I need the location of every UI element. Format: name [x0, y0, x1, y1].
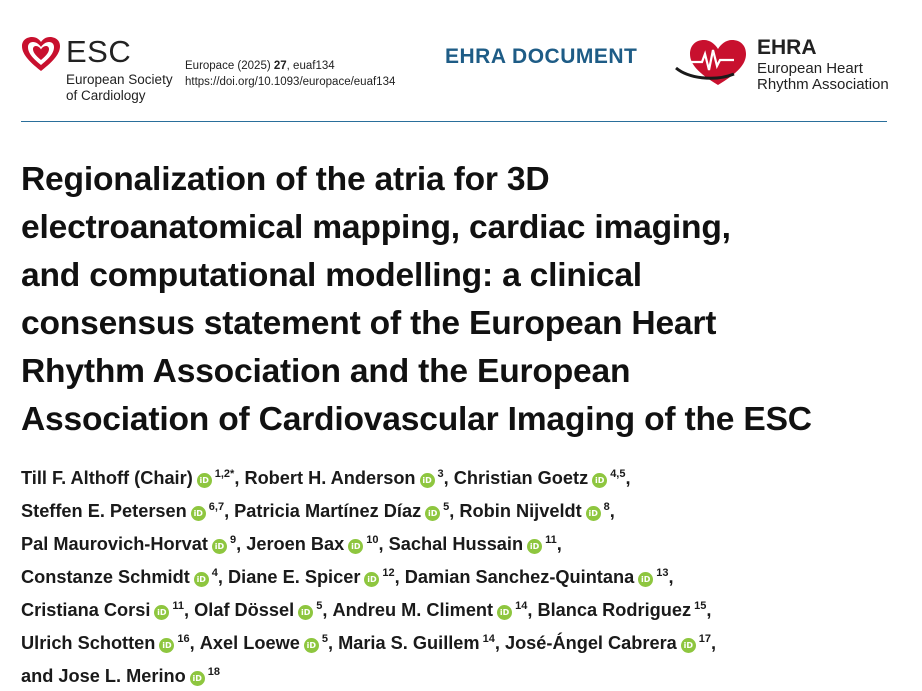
author-line [21, 592, 911, 625]
author-entry [21, 600, 194, 620]
affiliation-superscript: 15 [694, 600, 707, 612]
esc-full-line1: European Society [66, 72, 173, 87]
author-name[interactable]: Ulrich Schotten [21, 633, 156, 653]
author-entry [21, 633, 200, 653]
affiliation-superscript: 10 [366, 534, 379, 546]
orcid-icon[interactable]: iD [348, 539, 363, 554]
author-list [21, 460, 911, 691]
author-entry [194, 600, 332, 620]
orcid-icon[interactable]: iD [154, 605, 169, 620]
author-name[interactable]: Patricia Martínez Díaz [234, 501, 422, 521]
esc-name: ESC [66, 34, 132, 69]
author-line [21, 460, 911, 493]
doi-link[interactable]: https://doi.org/10.1093/europace/euaf134 [185, 76, 396, 88]
author-entry [537, 600, 711, 620]
orcid-icon[interactable]: iD [364, 572, 379, 587]
orcid-icon[interactable]: iD [194, 572, 209, 587]
affiliation-superscript: 16 [177, 633, 190, 645]
title-line: Regionalization of the atria for 3D [21, 161, 550, 198]
orcid-icon[interactable]: iD [420, 473, 435, 488]
orcid-icon[interactable]: iD [681, 638, 696, 653]
title-line: electroanatomical mapping, cardiac imaging, [21, 209, 731, 246]
author-separator: , [378, 534, 389, 554]
author-name[interactable]: José-Ángel Cabrera [504, 633, 677, 653]
orcid-icon[interactable]: iD [298, 605, 313, 620]
affiliation-superscript: 6,7 [208, 501, 225, 513]
author-separator: , [668, 567, 674, 587]
author-name[interactable]: Constanze Schmidt [21, 567, 190, 587]
author-entry [200, 633, 338, 653]
author-entry [21, 534, 246, 554]
author-separator: , [234, 468, 245, 488]
affiliation-superscript: 13 [656, 567, 669, 579]
author-name[interactable]: Blanca Rodriguez [537, 600, 692, 620]
orcid-icon[interactable]: iD [304, 638, 319, 653]
author-separator: , [189, 633, 200, 653]
esc-full-line2: of Cardiology [66, 88, 146, 103]
esc-full-name [66, 72, 173, 104]
author-separator: , [224, 501, 235, 521]
author-name[interactable]: Maria S. Guillem [338, 633, 480, 653]
author-separator: , [625, 468, 631, 488]
orcid-icon[interactable]: iD [527, 539, 542, 554]
orcid-icon[interactable]: iD [190, 671, 205, 686]
orcid-icon[interactable]: iD [586, 506, 601, 521]
author-entry [389, 534, 562, 554]
affiliation-superscript: 1,2* [214, 468, 235, 480]
author-entry [246, 534, 388, 554]
author-separator: , [322, 600, 333, 620]
ehra-heart-logo [674, 38, 752, 88]
author-separator: , [217, 567, 228, 587]
author-name[interactable]: Robin Nijveldt [459, 501, 582, 521]
affiliation-superscript: 17 [698, 633, 712, 645]
author-name[interactable]: Damian Sanchez-Quintana [404, 567, 635, 587]
author-line [21, 559, 911, 592]
author-separator: , [394, 567, 405, 587]
author-name[interactable]: Olaf Dössel [194, 600, 295, 620]
title-line: and computational modelling: a clinical [21, 257, 642, 294]
author-separator: , [443, 468, 454, 488]
orcid-icon[interactable]: iD [212, 539, 227, 554]
author-name[interactable]: Cristiana Corsi [21, 600, 151, 620]
author-name[interactable]: Andreu M. Climent [332, 600, 494, 620]
author-name[interactable]: Diane E. Spicer [228, 567, 361, 587]
author-entry [21, 468, 244, 488]
author-separator: , [556, 534, 562, 554]
author-separator: , [236, 534, 247, 554]
author-line [21, 625, 911, 658]
author-separator: , [706, 600, 712, 620]
author-separator: , [711, 633, 717, 653]
journal-reference [185, 58, 395, 74]
author-line [21, 493, 911, 526]
title-line: consensus statement of the European Heart [21, 305, 717, 342]
author-entry [405, 567, 674, 587]
orcid-icon[interactable]: iD [191, 506, 206, 521]
author-name[interactable]: Christian Goetz [453, 468, 589, 488]
ehra-full-line2: Rhythm Association [757, 76, 889, 93]
orcid-icon[interactable]: iD [592, 473, 607, 488]
author-name[interactable]: Pal Maurovich-Horvat [21, 534, 208, 554]
journal-volume: 27 [273, 60, 287, 72]
header-divider [21, 121, 887, 122]
ehra-name: EHRA [757, 36, 817, 59]
affiliation-superscript: 18 [207, 666, 220, 678]
author-separator: , [327, 633, 339, 653]
affiliation-superscript: 3 [437, 468, 444, 480]
affiliation-superscript: 4 [211, 567, 218, 579]
author-name[interactable]: Steffen E. Petersen [21, 501, 187, 521]
author-separator: , [609, 501, 615, 521]
author-entry [332, 600, 537, 620]
orcid-icon[interactable]: iD [159, 638, 174, 653]
author-entry [459, 501, 614, 521]
affiliation-superscript: 8 [603, 501, 610, 513]
author-entry [505, 633, 716, 653]
ehra-full-line1: European Heart [757, 60, 863, 77]
author-entry [21, 567, 228, 587]
orcid-icon[interactable]: iD [638, 572, 653, 587]
orcid-icon[interactable]: iD [497, 605, 512, 620]
article-number: , euaf134 [286, 60, 335, 72]
author-separator: , [449, 501, 460, 521]
affiliation-superscript: 12 [382, 567, 395, 579]
orcid-icon[interactable]: iD [197, 473, 212, 488]
affiliation-superscript: 11 [545, 534, 557, 546]
author-name[interactable]: Axel Loewe [199, 633, 300, 653]
affiliation-superscript: 9 [229, 534, 237, 546]
author-name[interactable]: Sachal Hussain [388, 534, 524, 554]
author-line [21, 658, 911, 691]
article-title [21, 156, 901, 444]
journal-citation [185, 58, 395, 90]
author-entry [234, 501, 459, 521]
ehra-full-name [757, 61, 889, 93]
title-line: Rhythm Association and the European [21, 353, 631, 390]
author-entry [228, 567, 405, 587]
affiliation-superscript: 5 [316, 600, 323, 612]
author-name[interactable]: and Jose L. Merino [21, 666, 186, 686]
affiliation-superscript: 5 [443, 501, 450, 513]
author-name[interactable]: Jeroen Bax [246, 534, 345, 554]
esc-heart-logo [21, 36, 61, 74]
affiliation-superscript: 5 [321, 633, 328, 645]
author-name[interactable]: Robert H. Anderson [244, 468, 416, 488]
author-entry [338, 633, 505, 653]
author-name[interactable]: Till F. Althoff (Chair) [21, 468, 193, 488]
author-separator: , [527, 600, 538, 620]
author-entry [454, 468, 631, 488]
title-line: Association of Cardiovascular Imaging of the ESC [21, 401, 812, 438]
author-entry [244, 468, 453, 488]
orcid-icon[interactable]: iD [425, 506, 440, 521]
author-line [21, 526, 911, 559]
journal-name: Europace (2025) [185, 60, 274, 72]
document-type-label: EHRA DOCUMENT [445, 45, 638, 68]
affiliation-superscript: 14 [515, 600, 528, 612]
author-separator: , [184, 600, 195, 620]
author-entry [21, 666, 220, 686]
author-separator: , [494, 633, 505, 653]
affiliation-superscript: 11 [172, 600, 185, 612]
affiliation-superscript: 4,5 [610, 468, 626, 480]
author-entry [21, 501, 234, 521]
affiliation-superscript: 14 [482, 633, 495, 645]
